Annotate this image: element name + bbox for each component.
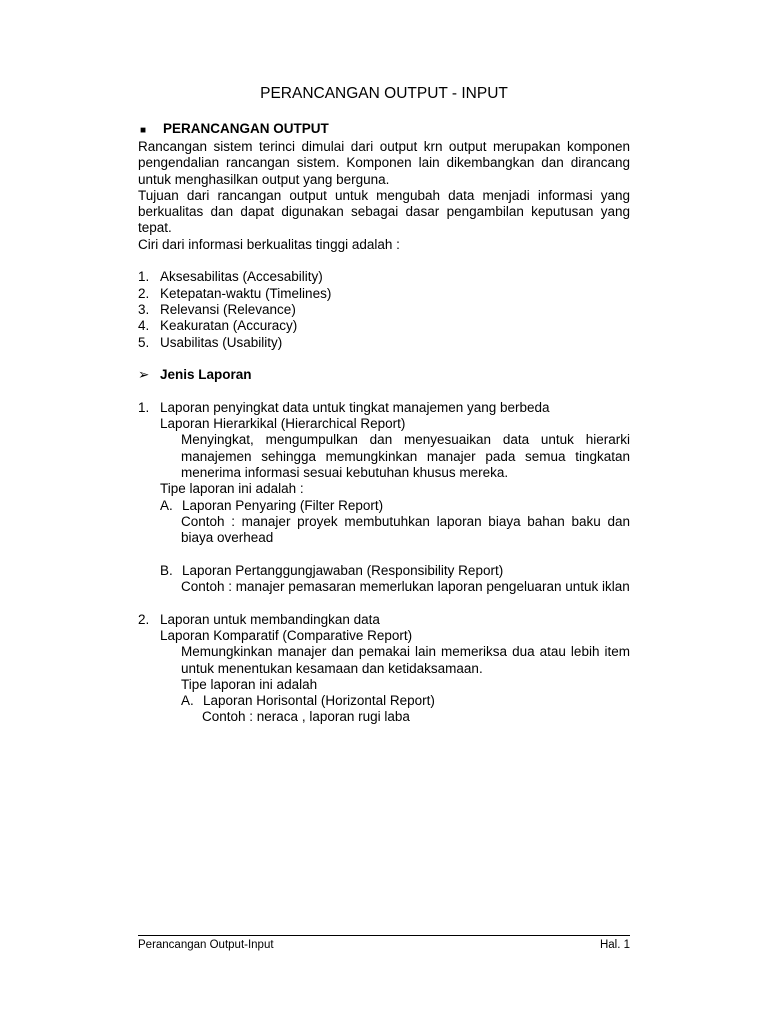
list-item <box>138 269 630 285</box>
list-text: Usabilitas (Usability) <box>160 334 283 350</box>
list-item <box>138 302 630 318</box>
type-text: Laporan Pertanggungjawaban (Responsibility Report) <box>182 562 504 578</box>
section-heading-output <box>138 121 630 139</box>
report-item <box>138 400 630 416</box>
list-number: 1. <box>138 269 150 285</box>
list-text: Ketepatan-waktu (Timelines) <box>160 285 332 301</box>
report-type <box>181 693 630 709</box>
types-intro: Tipe laporan ini adalah <box>181 676 318 692</box>
type-example: Contoh : neraca , laporan rugi laba <box>202 709 410 725</box>
report-description: Memungkinkan manajer dan pemakai lain memeriksa dua atau lebih item untuk menentukan kesamaan dan ketidaksamaan. <box>181 644 630 676</box>
report-subtitle: Laporan Hierarkikal (Hierarchical Report) <box>160 416 406 432</box>
list-item <box>138 318 630 334</box>
report-subtitle: Laporan Komparatif (Comparative Report) <box>160 627 413 643</box>
paragraph: Ciri dari informasi berkualitas tinggi adalah : <box>138 236 400 252</box>
section-heading-text: Jenis Laporan <box>160 367 252 383</box>
type-text: Laporan Horisontal (Horizontal Report) <box>203 693 435 709</box>
type-label: A. <box>160 497 173 513</box>
square-bullet-icon: ■ <box>140 125 147 136</box>
list-text: Aksesabilitas (Accesability) <box>160 269 323 285</box>
types-intro: Tipe laporan ini adalah : <box>160 481 304 497</box>
list-number: 2. <box>138 611 150 627</box>
report-type <box>160 498 630 514</box>
type-text: Laporan Penyaring (Filter Report) <box>182 497 384 513</box>
list-number: 1. <box>138 399 150 415</box>
type-label: A. <box>181 693 194 709</box>
list-text: Keakuratan (Accuracy) <box>160 318 298 334</box>
report-item <box>138 612 630 628</box>
type-example: Contoh : manajer proyek membutuhkan laporan biaya bahan baku dan biaya overhead <box>181 513 630 546</box>
report-type <box>160 563 630 579</box>
type-example: Contoh : manajer pemasaran memerlukan laporan pengeluaran untuk iklan <box>181 579 630 595</box>
list-item <box>138 286 630 302</box>
list-item <box>138 335 630 351</box>
section-heading-text: PERANCANGAN OUTPUT <box>163 121 329 136</box>
report-title: Laporan penyingkat data untuk tingkat manajemen yang berbeda <box>160 399 550 415</box>
page-footer <box>138 935 630 952</box>
arrow-bullet-icon: ➢ <box>138 367 150 383</box>
report-title: Laporan untuk membandingkan data <box>160 611 380 627</box>
list-number: 4. <box>138 318 150 334</box>
paragraph: Tujuan dari rancangan output untuk mengubah data menjadi informasi yang berkualitas dan dapat digunakan sebagai dasar pengambilan keputusan yang tepat. <box>138 187 630 236</box>
footer-page-number: Hal. 1 <box>599 939 630 951</box>
criteria-list <box>138 269 630 350</box>
report-description: Menyingkat, mengumpulkan dan menyesuaikan data untuk hierarki manajemen sehingga memungkinkan manajer pada semua tingkatan menerima informasi sesuai kebutuhan khusus mereka. <box>181 432 630 480</box>
list-text: Relevansi (Relevance) <box>160 301 296 317</box>
footer-doc-title: Perancangan Output-Input <box>138 939 274 951</box>
list-number: 3. <box>138 301 150 317</box>
list-number: 5. <box>138 334 150 350</box>
document-body <box>138 121 630 726</box>
section-heading-jenis-laporan <box>138 367 630 383</box>
paragraph: Rancangan sistem terinci dimulai dari output krn output merupakan komponen pengendalian rancangan sistem. Komponen lain dikembangkan dan dirancang untuk menghasilkan output yang berguna. <box>138 139 630 187</box>
document-title: PERANCANGAN OUTPUT - INPUT <box>260 85 508 102</box>
list-number: 2. <box>138 285 150 301</box>
type-label: B. <box>160 562 173 578</box>
